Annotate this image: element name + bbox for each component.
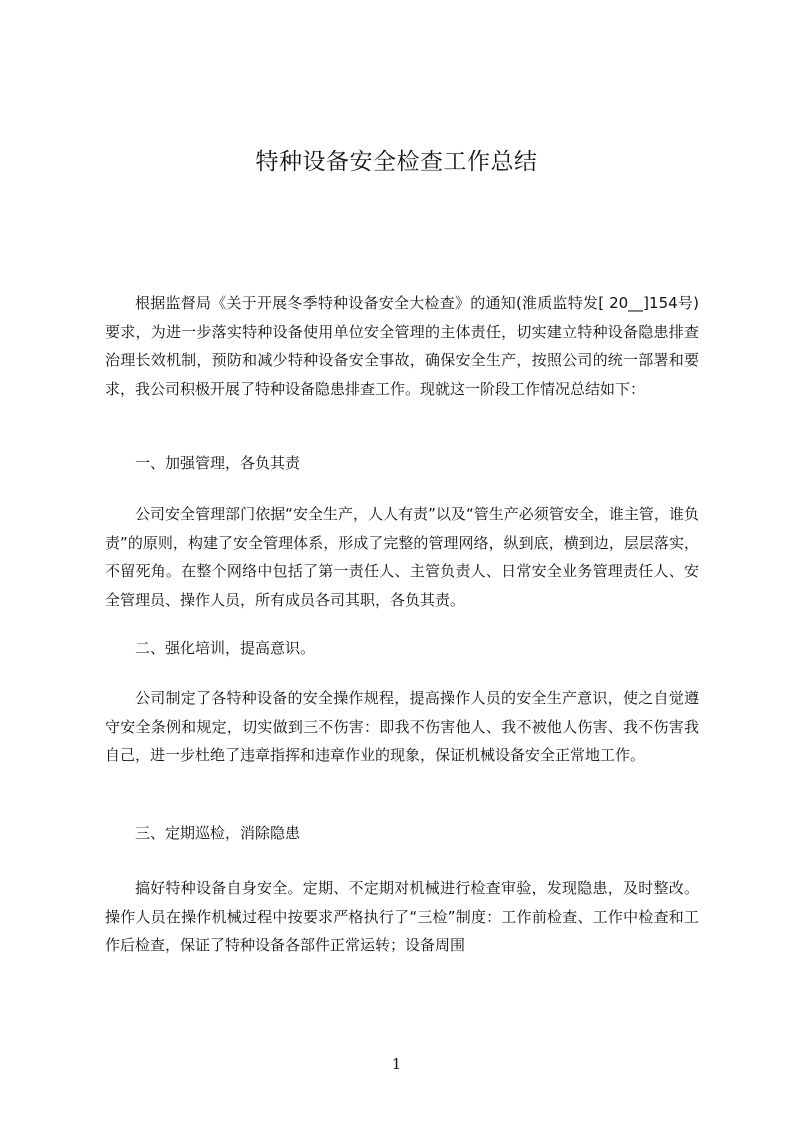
section-3-paragraph: 搞好特种设备自身安全。定期、不定期对机械进行检查审验，发现隐患，及时整改。操作人员在操作机械过程中按要求严格执行了“三检”制度：工作前检查、工作中检查和工作后检查，保证了特种设备各部件正常运转；设备周围 <box>105 879 699 954</box>
section-1-paragraph: 公司安全管理部门依据“安全生产，人人有责”以及“管生产必须管安全，谁主管，谁负责”的原则，构建了安全管理体系，形成了完整的管理网络，纵到底，横到边，层层落实，不留死角。在整个网络中包括了第一责任人、主管负责人、日常安全业务管理责任人、安全管理员、操作人员，所有成员各司其职，各负其责。 <box>105 505 699 609</box>
section-2-block <box>105 684 699 770</box>
section-3-heading: 三、定期巡检，消除隐患 <box>135 824 301 842</box>
section-1-heading: 一、加强管理，各负其责 <box>135 454 301 472</box>
section-3-block <box>105 874 699 960</box>
section-2-paragraph: 公司制定了各特种设备的安全操作规程，提高操作人员的安全生产意识，使之自觉遵守安全条例和规定，切实做到三不伤害：即我不伤害他人、我不被他人伤害、我不伤害我自己，进一步杜绝了违章指挥和违章作业的现象，保证机械设备安全正常地工作。 <box>105 689 699 764</box>
page-number: 1 <box>391 1055 402 1073</box>
section-1-block <box>105 500 699 614</box>
section-2-heading: 二、强化培训，提高意识。 <box>135 639 316 657</box>
document-title: 特种设备安全检查工作总结 <box>255 149 538 175</box>
intro-paragraph: 根据监督局《关于开展冬季特种设备安全大检查》的通知(淮质监特发[ 20__]154号)要求，为进一步落实特种设备使用单位安全管理的主体责任，切实建立特种设备隐患排查治理长效机制，预防和减少特种设备安全事故，确保安全生产，按照公司的统一部署和要求，我公司积极开展了特种设备隐患排查工作。现就这一阶段工作情况总结如下： <box>105 294 699 398</box>
intro-block <box>105 289 699 403</box>
